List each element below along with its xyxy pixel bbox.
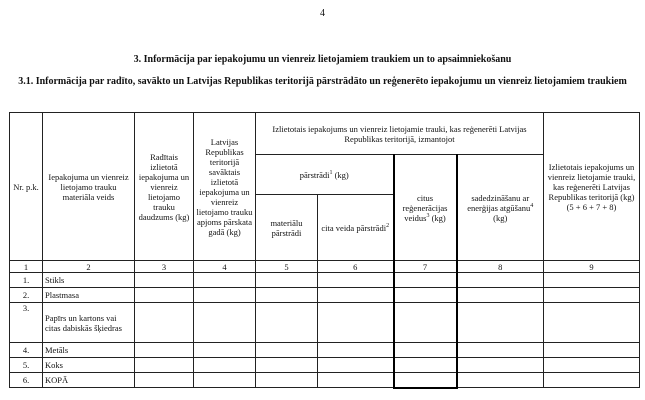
cell-other-recovery[interactable] [394, 373, 457, 388]
column-number: 9 [544, 261, 640, 273]
cell-other-recovery[interactable] [394, 343, 457, 358]
column-number-row [10, 261, 640, 273]
column-number: 5 [256, 261, 318, 273]
cell-material-recycling[interactable] [256, 373, 318, 388]
page-number: 4 [320, 8, 325, 19]
subsection-title: 3.1. Informācija par radīto, savākto un Latvijas Republikas teritorijā pārstrādāto un reģenerēto iepakojumu un vienreiz lietojamiem traukiem [18, 76, 627, 87]
cell-collected[interactable] [194, 288, 256, 303]
cell-produced[interactable] [135, 303, 194, 343]
header-total: Izlietotais iepakojums un vienreiz lietojamie trauki, kas reģenerēti Latvijas Republikas teritorijā (kg) (5 + 6 + 7 + 8) [544, 113, 640, 261]
cell-produced[interactable] [135, 358, 194, 373]
cell-material-recycling[interactable] [256, 303, 318, 343]
row-material: Papīrs un kartons vai citas dabiskās šķiedras [43, 303, 135, 343]
table-row [10, 288, 640, 303]
table-row [10, 303, 640, 343]
cell-other-recovery[interactable] [394, 358, 457, 373]
cell-incineration[interactable] [457, 273, 544, 288]
cell-produced[interactable] [135, 288, 194, 303]
row-number: 4. [10, 343, 43, 358]
header-used-group: Izlietotais iepakojums un vienreiz lietojamie trauki, kas reģenerēti Latvijas Republikas teritorijā, izmantojot [256, 113, 544, 155]
header-material: Iepakojuma un vienreiz lietojamo trauku materiāla veids [43, 113, 135, 261]
cell-total[interactable] [544, 358, 640, 373]
cell-incineration[interactable] [457, 343, 544, 358]
row-number: 6. [10, 373, 43, 388]
cell-collected[interactable] [194, 273, 256, 288]
cell-other-recycling[interactable] [318, 288, 394, 303]
column-number: 4 [194, 261, 256, 273]
row-material: Plastmasa [43, 288, 135, 303]
header-material-recycling: materiālu pārstrādi [256, 195, 318, 261]
cell-total[interactable] [544, 273, 640, 288]
header-produced: Radītais izlietotā iepakojuma un vienreiz lietojamo trauku daudzums (kg) [135, 113, 194, 261]
cell-collected[interactable] [194, 343, 256, 358]
cell-material-recycling[interactable] [256, 288, 318, 303]
cell-produced[interactable] [135, 373, 194, 388]
header-other-recycling: cita veida pārstrādi$^2$ [318, 195, 394, 261]
column-number: 3 [135, 261, 194, 273]
cell-other-recycling[interactable] [318, 358, 394, 373]
cell-incineration[interactable] [457, 373, 544, 388]
column-number: 7 [394, 261, 457, 273]
header-other-recovery: citus reģenerācijas veidus$^3$ (kg) [394, 155, 457, 261]
packaging-table [9, 112, 640, 389]
cell-incineration[interactable] [457, 288, 544, 303]
table-row [10, 273, 640, 288]
row-number: 2. [10, 288, 43, 303]
header-nr: Nr. p.k. [10, 113, 43, 261]
row-material: Stikls [43, 273, 135, 288]
section-title: 3. Informācija par iepakojumu un vienreiz lietojamiem traukiem un to apsaimniekošanu [133, 54, 512, 65]
row-number: 3. [10, 303, 43, 343]
cell-total[interactable] [544, 373, 640, 388]
cell-collected[interactable] [194, 358, 256, 373]
cell-collected[interactable] [194, 303, 256, 343]
cell-material-recycling[interactable] [256, 273, 318, 288]
header-incineration: sadedzināšanu ar enerģijas atgūšanu$^4$ (kg) [457, 155, 544, 261]
row-material: KOPĀ [43, 373, 135, 388]
table-row [10, 343, 640, 358]
cell-other-recycling[interactable] [318, 273, 394, 288]
row-number: 1. [10, 273, 43, 288]
cell-other-recovery[interactable] [394, 288, 457, 303]
cell-total[interactable] [544, 288, 640, 303]
table-row [10, 373, 640, 388]
cell-other-recycling[interactable] [318, 343, 394, 358]
cell-collected[interactable] [194, 373, 256, 388]
header-recycling: pārstrādi$^1$ (kg) [256, 155, 394, 195]
cell-other-recovery[interactable] [394, 303, 457, 343]
cell-produced[interactable] [135, 343, 194, 358]
row-material: Koks [43, 358, 135, 373]
column-number: 2 [43, 261, 135, 273]
row-number: 5. [10, 358, 43, 373]
cell-other-recycling[interactable] [318, 373, 394, 388]
cell-incineration[interactable] [457, 303, 544, 343]
cell-material-recycling[interactable] [256, 358, 318, 373]
column-number: 6 [318, 261, 394, 273]
header-collected: Latvijas Republikas teritorijā savāktais izlietotā iepakojuma un vienreiz lietojamo trauku apjoms pārskata gadā (kg) [194, 113, 256, 261]
row-material: Metāls [43, 343, 135, 358]
cell-produced[interactable] [135, 273, 194, 288]
cell-total[interactable] [544, 343, 640, 358]
cell-other-recycling[interactable] [318, 303, 394, 343]
cell-material-recycling[interactable] [256, 343, 318, 358]
cell-incineration[interactable] [457, 358, 544, 373]
cell-total[interactable] [544, 303, 640, 343]
cell-other-recovery[interactable] [394, 273, 457, 288]
column-number: 8 [457, 261, 544, 273]
table-row [10, 358, 640, 373]
column-number: 1 [10, 261, 43, 273]
